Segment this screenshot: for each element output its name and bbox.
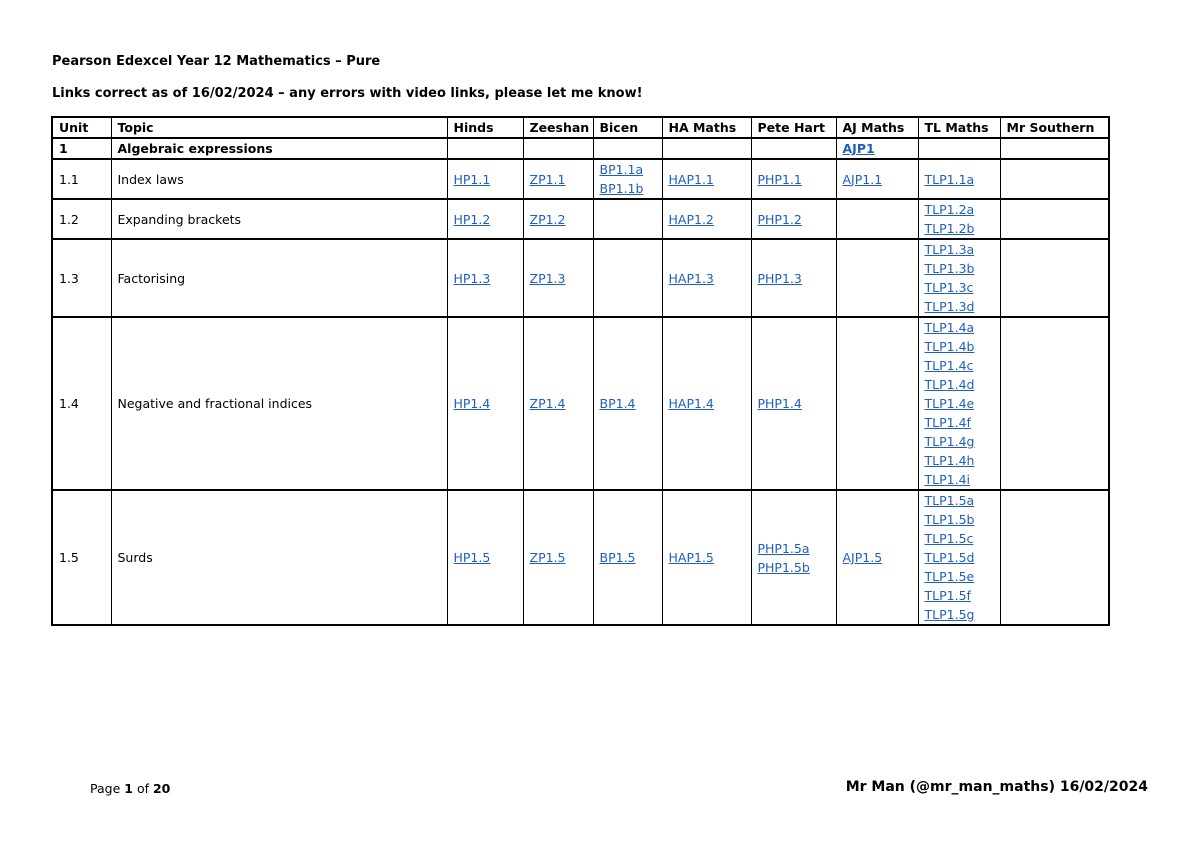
video-link[interactable]: AJP1.1 bbox=[842, 171, 883, 187]
cell-hinds bbox=[447, 239, 523, 317]
cell-ha bbox=[662, 239, 751, 317]
cell-hinds bbox=[447, 317, 523, 490]
col-header-ha-maths: HA Maths bbox=[662, 117, 751, 138]
unit-row bbox=[52, 138, 1109, 159]
cell-aj bbox=[836, 490, 918, 625]
table-row bbox=[52, 159, 1109, 199]
video-link[interactable]: TLP1.4g bbox=[924, 434, 975, 449]
cell-pete bbox=[751, 199, 836, 239]
col-header-aj-maths: AJ Maths bbox=[836, 117, 918, 138]
page-current: 1 bbox=[124, 781, 133, 796]
video-link[interactable]: HAP1.5 bbox=[668, 550, 714, 565]
video-link[interactable]: TLP1.5b bbox=[924, 512, 975, 527]
video-link[interactable]: BP1.1b bbox=[599, 181, 644, 196]
cell-tl bbox=[918, 317, 1000, 490]
video-link[interactable]: HAP1.2 bbox=[668, 211, 714, 227]
col-header-tl-maths: TL Maths bbox=[918, 117, 1000, 138]
row-topic: Expanding brackets bbox=[111, 199, 447, 239]
cell-pete bbox=[751, 239, 836, 317]
video-link[interactable]: PHP1.1 bbox=[757, 171, 802, 187]
video-link[interactable]: PHP1.5b bbox=[757, 559, 810, 575]
col-header-unit: Unit bbox=[52, 117, 111, 138]
cell-aj bbox=[836, 199, 918, 239]
col-header-hinds: Hinds bbox=[447, 117, 523, 138]
cell-tl bbox=[918, 490, 1000, 625]
video-link[interactable]: TLP1.4c bbox=[924, 358, 974, 373]
cell-ha bbox=[662, 490, 751, 625]
col-header-topic: Topic bbox=[111, 117, 447, 138]
video-link[interactable]: TLP1.4f bbox=[924, 415, 971, 430]
cell-zeeshan bbox=[523, 199, 593, 239]
cell-southern bbox=[1000, 490, 1109, 625]
cell-hinds bbox=[447, 159, 523, 199]
video-link[interactable]: PHP1.5a bbox=[757, 540, 810, 556]
video-link[interactable]: TLP1.2a bbox=[924, 202, 975, 217]
unit-number: 1 bbox=[52, 138, 111, 159]
cell-bicen bbox=[593, 239, 662, 317]
video-link[interactable]: TLP1.5f bbox=[924, 588, 971, 603]
video-link[interactable]: HP1.4 bbox=[453, 396, 491, 411]
author-credit: Mr Man (@mr_man_maths) 16/02/2024 bbox=[845, 779, 1148, 795]
video-link[interactable]: BP1.4 bbox=[599, 396, 636, 411]
cell-zeeshan bbox=[523, 239, 593, 317]
cell-bicen bbox=[593, 317, 662, 490]
unit-topic: Algebraic expressions bbox=[111, 138, 447, 159]
video-link[interactable]: HAP1.1 bbox=[668, 171, 714, 187]
page-label: Page bbox=[90, 781, 121, 796]
video-link[interactable]: TLP1.5d bbox=[924, 550, 975, 565]
video-link[interactable]: BP1.5 bbox=[599, 550, 636, 565]
video-link[interactable]: ZP1.3 bbox=[529, 270, 566, 286]
page-of: of bbox=[136, 781, 149, 796]
video-link[interactable]: AJP1 bbox=[842, 141, 875, 156]
video-link[interactable]: TLP1.3b bbox=[924, 261, 975, 276]
video-link[interactable]: TLP1.4h bbox=[924, 453, 975, 468]
table-row bbox=[52, 199, 1109, 239]
document-note: Links correct as of 16/02/2024 – any errors with video links, please let me know! bbox=[52, 86, 643, 101]
video-link[interactable]: TLP1.5a bbox=[924, 493, 975, 508]
video-link[interactable]: PHP1.4 bbox=[757, 396, 802, 411]
video-link[interactable]: HAP1.3 bbox=[668, 270, 714, 286]
cell-tl bbox=[918, 159, 1000, 199]
cell-southern bbox=[1000, 239, 1109, 317]
cell-hinds bbox=[447, 490, 523, 625]
cell-bicen bbox=[593, 159, 662, 199]
video-link[interactable]: HAP1.4 bbox=[668, 396, 714, 411]
video-link[interactable]: ZP1.1 bbox=[529, 171, 566, 187]
table-row bbox=[52, 490, 1109, 625]
cell-southern bbox=[1000, 199, 1109, 239]
video-link[interactable]: TLP1.4i bbox=[924, 472, 970, 487]
cell-bicen bbox=[593, 490, 662, 625]
video-link[interactable]: PHP1.2 bbox=[757, 211, 802, 227]
video-link[interactable]: HP1.1 bbox=[453, 171, 491, 187]
video-link[interactable]: HP1.5 bbox=[453, 550, 491, 565]
video-link[interactable]: TLP1.2b bbox=[924, 221, 975, 236]
cell-southern bbox=[1000, 317, 1109, 490]
video-link[interactable]: ZP1.2 bbox=[529, 211, 566, 227]
video-link[interactable]: TLP1.4d bbox=[924, 377, 975, 392]
cell-tl bbox=[918, 199, 1000, 239]
row-unit: 1.5 bbox=[52, 490, 111, 625]
row-unit: 1.4 bbox=[52, 317, 111, 490]
cell-pete bbox=[751, 317, 836, 490]
cell-aj bbox=[836, 317, 918, 490]
table-row bbox=[52, 239, 1109, 317]
header-row bbox=[52, 117, 1109, 138]
col-header-mr-southern: Mr Southern bbox=[1000, 117, 1109, 138]
video-link[interactable]: ZP1.5 bbox=[529, 550, 566, 565]
video-link[interactable]: TLP1.4a bbox=[924, 320, 975, 335]
page-total: 20 bbox=[152, 781, 171, 796]
video-link[interactable]: HP1.2 bbox=[453, 211, 491, 227]
col-header-zeeshan: Zeeshan bbox=[523, 117, 593, 138]
cell-bicen bbox=[593, 199, 662, 239]
video-link[interactable]: TLP1.5g bbox=[924, 607, 975, 622]
video-link[interactable]: TLP1.5c bbox=[924, 531, 974, 546]
cell-ha bbox=[662, 317, 751, 490]
video-link[interactable]: PHP1.3 bbox=[757, 270, 802, 286]
row-unit: 1.1 bbox=[52, 159, 111, 199]
cell-ha bbox=[662, 159, 751, 199]
cell-pete bbox=[751, 159, 836, 199]
video-link[interactable]: TLP1.3c bbox=[924, 280, 974, 295]
video-link[interactable]: AJP1.5 bbox=[842, 550, 883, 565]
row-topic: Surds bbox=[111, 490, 447, 625]
row-topic: Index laws bbox=[111, 159, 447, 199]
cell-pete bbox=[751, 490, 836, 625]
row-unit: 1.3 bbox=[52, 239, 111, 317]
video-link[interactable]: TLP1.1a bbox=[924, 171, 975, 187]
table-row bbox=[52, 317, 1109, 490]
cell-ha bbox=[662, 199, 751, 239]
col-header-pete-hart: Pete Hart bbox=[751, 117, 836, 138]
cell-zeeshan bbox=[523, 159, 593, 199]
video-link[interactable]: TLP1.3a bbox=[924, 242, 975, 257]
video-links-table bbox=[51, 116, 1110, 626]
video-link[interactable]: HP1.3 bbox=[453, 270, 491, 286]
document-title: Pearson Edexcel Year 12 Mathematics – Pure bbox=[52, 54, 381, 69]
video-link[interactable]: TLP1.4b bbox=[924, 339, 975, 354]
cell-southern bbox=[1000, 159, 1109, 199]
cell-tl bbox=[918, 239, 1000, 317]
cell-aj bbox=[836, 239, 918, 317]
video-link[interactable]: TLP1.4e bbox=[924, 396, 975, 411]
page-number bbox=[90, 781, 170, 796]
row-unit: 1.2 bbox=[52, 199, 111, 239]
col-header-bicen: Bicen bbox=[593, 117, 662, 138]
row-topic: Negative and fractional indices bbox=[111, 317, 447, 490]
cell-zeeshan bbox=[523, 317, 593, 490]
video-link[interactable]: ZP1.4 bbox=[529, 396, 566, 411]
cell-zeeshan bbox=[523, 490, 593, 625]
video-link[interactable]: BP1.1a bbox=[599, 162, 644, 177]
video-link[interactable]: TLP1.5e bbox=[924, 569, 975, 584]
cell-aj bbox=[836, 159, 918, 199]
cell-hinds bbox=[447, 199, 523, 239]
video-link[interactable]: TLP1.3d bbox=[924, 299, 975, 314]
row-topic: Factorising bbox=[111, 239, 447, 317]
